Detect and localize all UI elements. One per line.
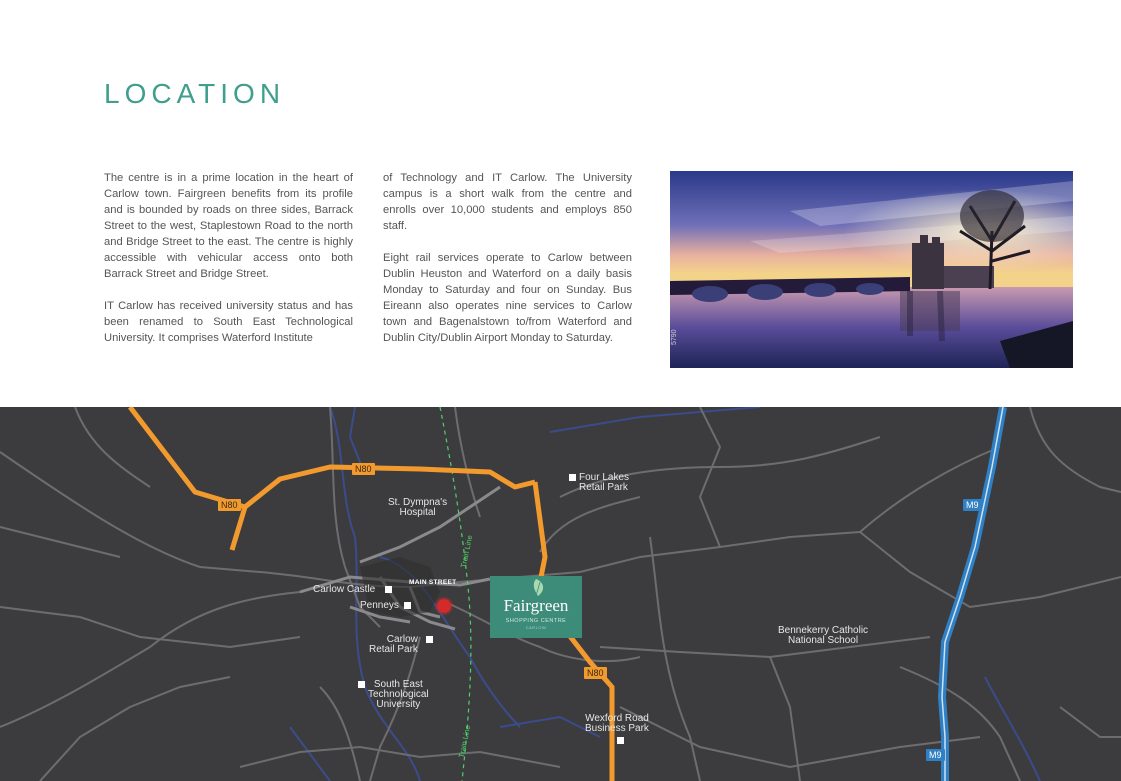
fairgreen-logo xyxy=(490,576,582,638)
poi-st-dympnas-hospital: St. Dympna's Hospital xyxy=(388,497,448,518)
logo-city: CARLOW xyxy=(525,625,547,630)
paragraph: IT Carlow has received university status and has been renamed to South East Technological University. It comprises Waterford Institute xyxy=(104,300,353,344)
fairgreen-location-marker[interactable] xyxy=(437,599,451,613)
n80-road-shield: N80 xyxy=(584,667,607,679)
n80-road-shield: N80 xyxy=(218,499,241,511)
paragraph: of Technology and IT Carlow. The University campus is a short walk from the centre and enrolls over 10,000 students and employs 850 staff. xyxy=(383,172,632,232)
logo-subtitle: SHOPPING CENTRE xyxy=(505,618,567,624)
location-map[interactable] xyxy=(0,407,1121,781)
poi-penneys: Penneys xyxy=(360,600,399,611)
poi-south-east-technological-university: South East Technological University xyxy=(368,679,429,710)
text-column-left xyxy=(104,170,353,362)
page-title: LOCATION xyxy=(104,78,286,109)
paragraph: Eight rail services operate to Carlow between Dublin Heuston and Waterford on a daily basis Monday to Saturday and four on Sunday. Bus Eireann also operates nine services to Carlow town and Bagenalstown to/from Waterford and Dublin City/Dublin Airport Monday to Saturday. xyxy=(383,252,632,344)
poi-marker xyxy=(617,737,624,744)
n80-road-shield: N80 xyxy=(352,463,375,475)
poi-marker xyxy=(385,586,392,593)
poi-marker xyxy=(426,636,433,643)
poi-carlow-castle: Carlow Castle xyxy=(313,584,376,595)
paragraph: The centre is in a prime location in the heart of Carlow town. Fairgreen benefits from its profile and is bounded by roads on three sides, Barrack Street to the west, Staplestown Road to the north and Bridge Street to the east. The centre is highly accessible with vehicular access onto both Barrack Street and Bridge Street. xyxy=(104,172,353,280)
logo-name: Fairgreen xyxy=(503,596,569,615)
carlow-castle-photo xyxy=(670,171,1073,368)
photo-credit: 5790 xyxy=(671,329,678,345)
m9-motorway-shield: M9 xyxy=(926,749,945,761)
poi-marker xyxy=(358,681,365,688)
poi-wexford-road-business-park: Wexford Road Business Park xyxy=(585,713,649,734)
leaf-icon xyxy=(490,576,582,598)
poi-four-lakes-retail-park: Four Lakes Retail Park xyxy=(579,472,630,493)
text-column-middle xyxy=(383,170,632,362)
main-street-label: MAIN STREET xyxy=(409,579,457,586)
poi-bennekerry-national-school: Bennekerry Catholic National School xyxy=(778,625,869,646)
m9-motorway-shield: M9 xyxy=(963,499,982,511)
poi-carlow-retail-park: Carlow Retail Park xyxy=(369,634,418,655)
poi-marker xyxy=(404,602,411,609)
train-line-label: Train Line xyxy=(456,724,473,759)
poi-marker xyxy=(569,474,576,481)
train-line-label: Train Line xyxy=(458,534,475,569)
